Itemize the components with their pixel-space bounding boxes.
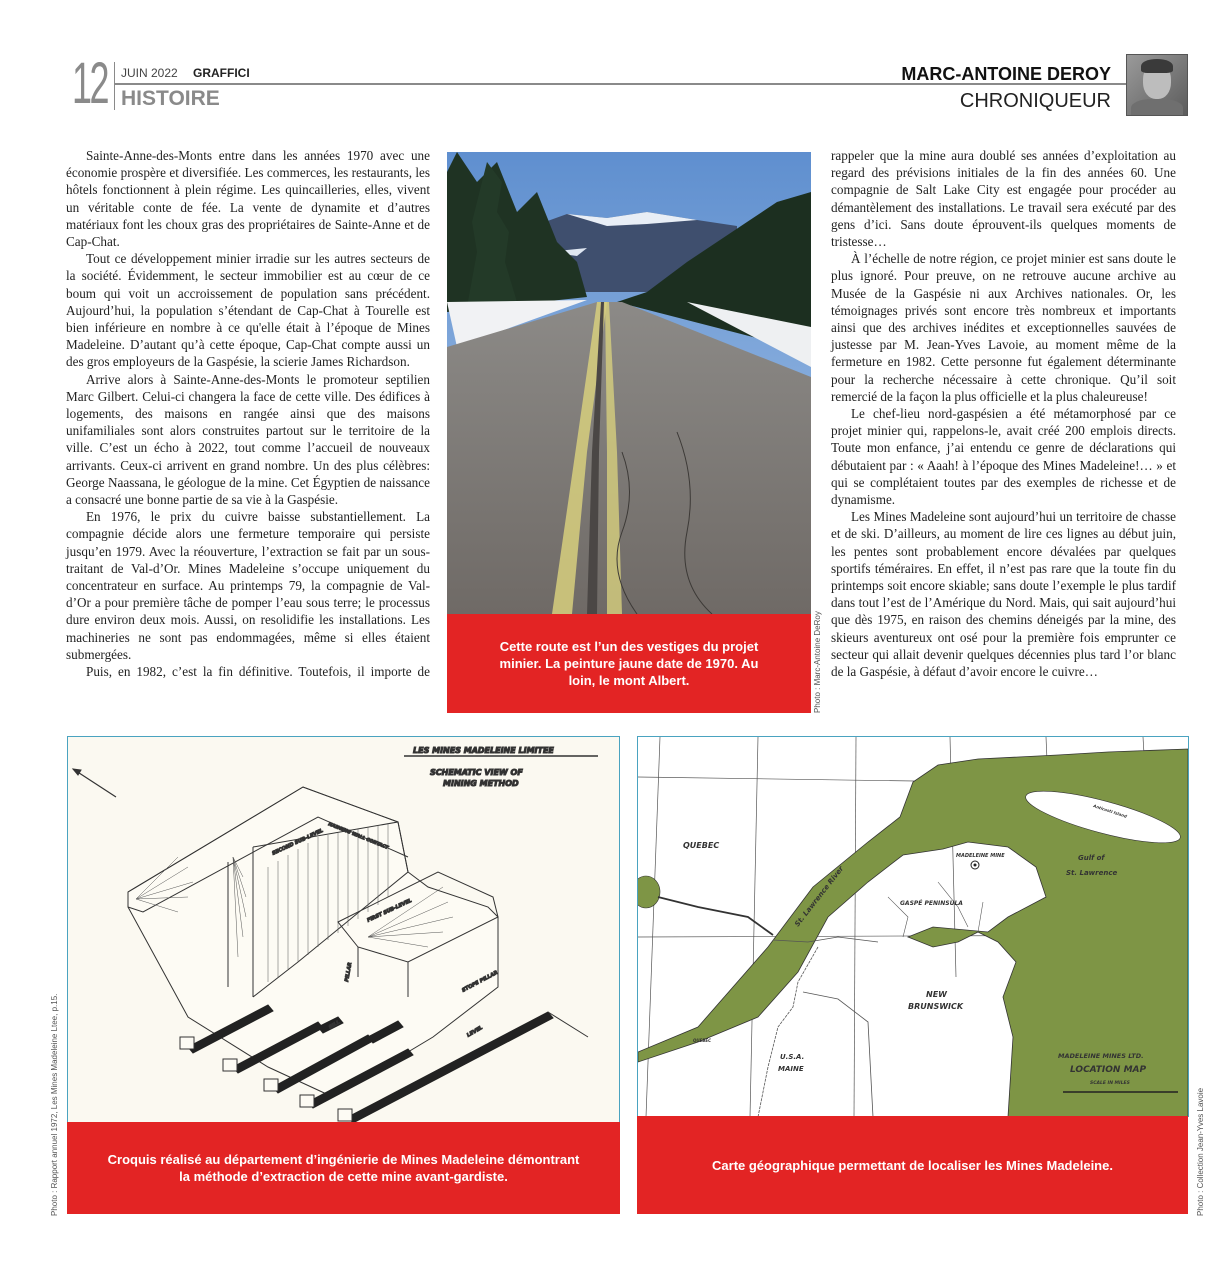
caption-line: Croquis réalisé au département d’ingénierie de Mines Madeleine démontrant <box>107 1152 580 1167</box>
map-label-usa: MAINE <box>778 1065 804 1073</box>
location-map <box>637 736 1189 1117</box>
paragraph: En 1976, le prix du cuivre baisse substantiellement. La compagnie décide alors une fermeture temporaire qui persiste jusqu’en 1979. Avec la réouverture, l’extraction se fait par un sous-traitant de Val-d’Or. Mines Madeleine s’occupe uniquement du concentrateur en surface. Au printemps 79, la compagnie de Val-d’Or a pour première tâche de pomper l’eau sous terre; le processus dure environ deux mois. Aussi, on resolidifie les installations. Les machineries ne sont pas endommagées, même si elles étaient submergées. <box>66 509 430 662</box>
label-level: LEVEL <box>466 1024 484 1039</box>
label-first-sublevel: FIRST SUB-LEVEL <box>366 897 413 924</box>
location-map-caption: Carte géographique permettant de localiser les Mines Madeleine. <box>637 1116 1188 1214</box>
drawing-subtitle: MINING METHOD <box>443 779 519 788</box>
map-label-anticosti: Anticosti Island <box>1092 803 1128 819</box>
paragraph: rappeler que la mine aura doublé ses années d’exploitation au regard des prévisions initiales de la fin des années 60. Une compagnie de Salt Lake City est engagée pour procéder au démantèlement des installations. Le travail sera exécuté par des gens d’ici. Sans doute éprouvent-ils quelques moments de tristesse… <box>831 148 1176 250</box>
paragraph: Arrive alors à Sainte-Anne-des-Monts le promoteur septilien Marc Gilbert. Celui-ci changera la face de cette ville. Des édifices à logements, des maisons en rangée ainsi que des maisons unifamiliales sont alors construites partout sur le territoire de la ville. C’est un écho à 2022, tout comme l’accueil de nouveaux arrivants. Ceux-ci arrivent en grand nombre. Un des plus célèbres: George Naassana, le géologue de la mine. Cet Égyptien de naissance a consacré une bonne partie de sa vie à la Gaspésie. <box>66 371 430 508</box>
label-sill: SILL <box>328 1019 342 1031</box>
label-second-sublevel: SECOND SUB-LEVEL <box>271 827 325 857</box>
mining-sketch-caption <box>67 1122 620 1214</box>
road-photo <box>447 152 811 614</box>
map-label-gulf: Gulf of <box>1078 854 1105 862</box>
paragraph: Sainte-Anne-des-Monts entre dans les années 1970 avec une économie prospère et diversifiée. Les commerces, les restaurants, les hôtels fonctionnent à plein régime. Les quincailleries, elles, vivent un véritable conte de fée. La vente de dynamite et d’autres matériaux font les choux gras des propriétaires de Sainte-Anne et de Cap-Chat. <box>66 148 430 250</box>
road-photo-caption: Cette route est l’un des vestiges du projet minier. La peinture jaune date de 1970. Au loin, le mont Albert. <box>447 614 811 713</box>
map-label-usa: U.S.A. <box>780 1053 805 1061</box>
page-number: 12 <box>72 51 108 116</box>
paragraph: Puis, en 1982, c’est la fin définitive. Toutefois, il importe de <box>86 664 430 680</box>
caption-line: la méthode d’extraction de cette mine avant-gardiste. <box>179 1169 508 1184</box>
map-label-river: St. Lawrence River <box>793 864 846 929</box>
article-column-1 <box>66 147 430 680</box>
map-label-new-brunswick: NEW <box>926 990 947 999</box>
paragraph: Les Mines Madeleine sont aujourd’hui un territoire de chasse et de ski. D’ailleurs, au moment de lire ces lignes au début juin, les pentes sont probablement encore dévalées par quelques sportifs téméraires. En effet, il n’est pas rare que la toute fin du printemps soit encore skiable; sans doute l’exemple le plus tardif dans tout l’est de l’Amérique du Nord. Mais, qui sait aujourd’hui que dès 1975, en raison des chemins déneigés par la mine, des skieurs aventureux ont osé pour la première fois emprunter ce secteur qui allait devenir quelques décennies plus tard l’or blanc de la Gaspésie, à défaut d’avoir encore le cuivre… <box>831 509 1176 680</box>
paragraph: Le chef-lieu nord-gaspésien a été métamorphosé par ce projet minier qui, rappelons-le, avait créé 200 emplois directs. Toute mon enfance, j’ai entendu ce genre de déclarations qui débutaient par : « Aaah! à l’époque des Mines Madeleine!… » et qui se complétaient toutes par des exemples de richesse et de dynamisme. <box>831 406 1176 508</box>
section-title: HISTOIRE <box>121 87 220 110</box>
road-photo-credit: Photo : Marc-Antoine DeRoy <box>813 611 822 713</box>
drawing-subtitle: SCHEMATIC VIEW OF <box>430 768 523 777</box>
map-legend-scale: SCALE IN MILES <box>1090 1081 1130 1086</box>
map-label-quebec: QUEBEC <box>683 841 720 850</box>
publication-name: GRAFFICI <box>193 66 250 80</box>
map-legend-title: LOCATION MAP <box>1070 1065 1147 1075</box>
author-role: CHRONIQUEUR <box>959 90 1111 112</box>
map-legend-title: MADELEINE MINES LTD. <box>1058 1052 1144 1060</box>
paragraph: À l’échelle de notre région, ce projet minier est sans doute le plus ignoré. Pour preuve, on ne retrouve aucune archive au Musée de la Gaspésie ni aux Archives nationales. Or, les témoignages privés sont encore très nombreux et importants ainsi que des archives inédites et exceptionnelles sauvées de justesse par M. Jean-Yves Lavoie, au moment même de la fermeture en 1982. Cette personne fut également déterminante pour la recherche nécessaire à cette chronique. Qu’il soit remercié de la façon la plus officielle et la plus chaleureuse! <box>831 251 1176 404</box>
drawing-title: LES MINES MADELEINE LIMITEE <box>413 746 554 755</box>
label-hanging-wall: HANGING WALL CONTACT <box>327 822 389 851</box>
author-name: MARC-ANTOINE DEROY <box>901 64 1111 84</box>
map-label-quebec-city: QUEBEC <box>693 1038 712 1043</box>
label-pillar: PILLAR <box>344 961 354 983</box>
mining-sketch-credit: Photo : Rapport annuel 1972, Les Mines Madeleine Ltee, p.15. <box>50 993 59 1216</box>
map-label-peninsula: GASPÉ PENINSULA <box>900 900 963 907</box>
map-label-mine: MADELEINE MINE <box>956 853 1005 859</box>
header-divider <box>114 62 115 110</box>
issue-date: JUIN 2022 <box>121 66 178 80</box>
map-label-gulf: St. Lawrence <box>1066 869 1118 877</box>
author-avatar <box>1126 54 1188 116</box>
label-stope: STOPE PILLAR <box>461 969 499 994</box>
location-map-credit: Photo : Collection Jean-Yves Lavoie <box>1196 1087 1205 1216</box>
article-column-3 <box>831 147 1176 680</box>
map-label-new-brunswick: BRUNSWICK <box>908 1002 964 1011</box>
paragraph: Tout ce développement minier irradie sur les autres secteurs de la société. Évidemment, le secteur immobilier est au cœur de ce boum qui voit un accroissement de population sans précédent. Aujourd’hui, la population s’étendant de Cap-Chat à Tourelle est bien inférieure en nombre à ce qu'elle était à l’époque de Mines Madeleine. D’autant qu’à cette époque, Cap-Chat compte aussi un des gros employeurs de la Gaspésie, la scierie James Richardson. <box>66 251 430 370</box>
mining-method-sketch <box>67 736 620 1123</box>
